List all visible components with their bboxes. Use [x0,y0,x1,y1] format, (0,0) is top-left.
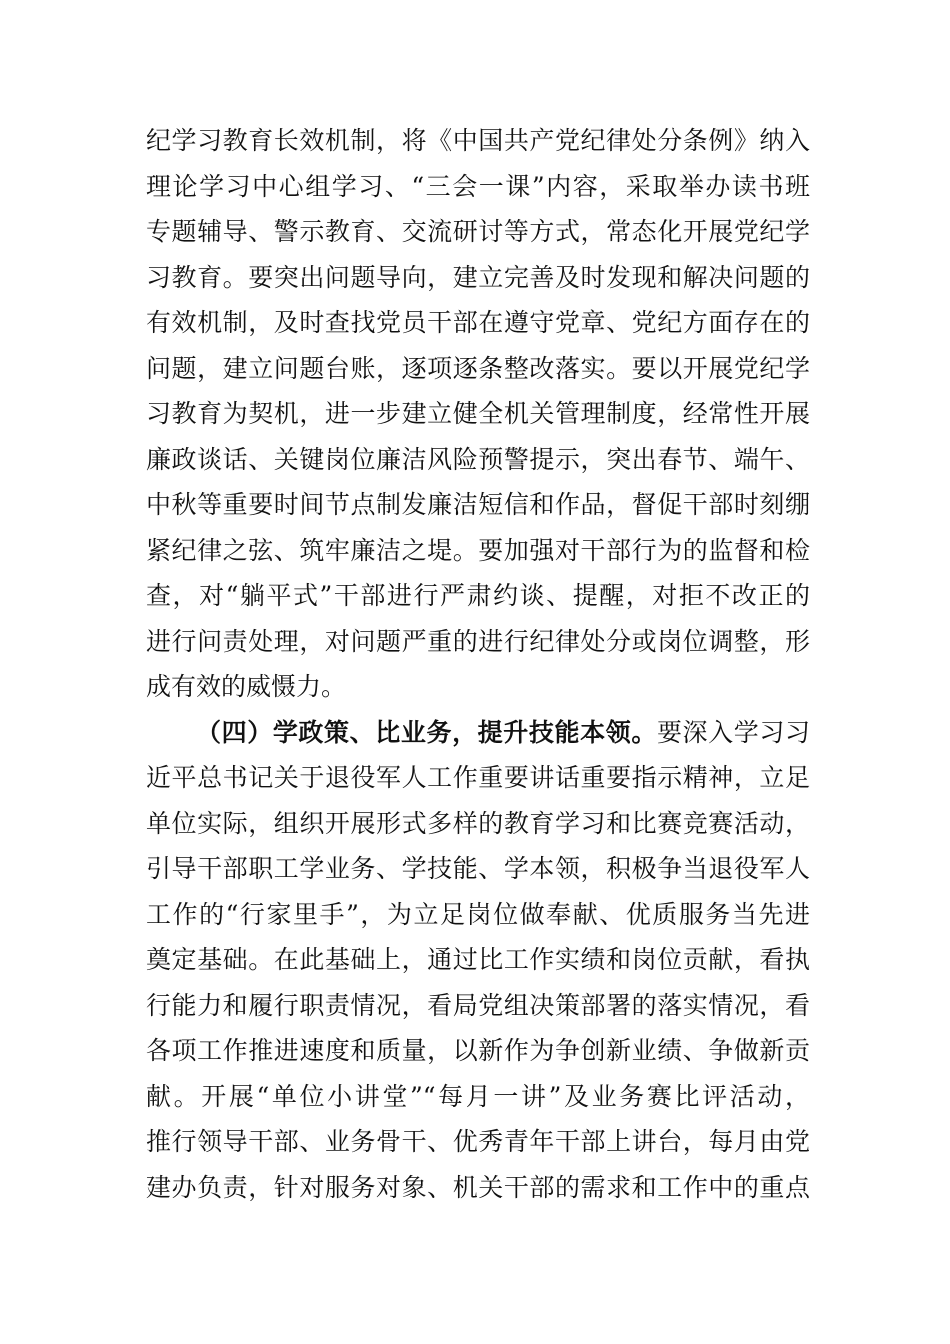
text-line: 习教育。要突出问题导向，建立完善及时发现和解决问题的 [146,262,810,292]
text-line: 近平总书记关于退役军人工作重要讲话重要指示精神，立足 [146,763,810,792]
text-line: 进行问责处理，对问题严重的进行纪律处分或岗位调整，形 [146,626,810,656]
text-line: 纪学习教育长效机制，将《中国共产党纪律处分条例》纳入 [146,126,810,155]
text-line: 奠定基础。在此基础上，通过比工作实绩和岗位贡献，看执 [146,945,810,974]
text-line: 问题，建立问题台账，逐项逐条整改落实。要以开展党纪学 [146,353,810,383]
section-first-line [146,710,810,756]
section-first-line-rest: 要深入学习习 [656,717,810,747]
text-line: 工作的“行家里手”，为立足岗位做奉献、优质服务当先进 [146,899,810,929]
text-line: 习教育为契机，进一步建立健全机关管理制度，经常性开展 [146,399,810,428]
text-line: 紧纪律之弦、筑牢廉洁之堤。要加强对干部行为的监督和检 [146,535,810,565]
text-line: 献。开展“单位小讲堂”“每月一讲”及业务赛比评活动， [146,1081,810,1111]
text-line: 中秋等重要时间节点制发廉洁短信和作品，督促干部时刻绷 [146,490,810,519]
text-line: 专题辅导、警示教育、交流研讨等方式，常态化开展党纪学 [146,217,810,246]
text-line: 理论学习中心组学习、“三会一课”内容，采取举办读书班 [146,171,810,201]
text-line: 有效机制，及时查找党员干部在遵守党章、党纪方面存在的 [146,308,810,337]
text-line: 建办负责，针对服务对象、机关干部的需求和工作中的重点 [146,1172,810,1202]
body-text [146,118,810,1210]
section-heading: （四）学政策、比业务，提升技能本领。 [196,717,657,747]
text-line: 单位实际，组织开展形式多样的教育学习和比赛竞赛活动， [146,808,810,838]
text-line: 各项工作推进速度和质量，以新作为争创新业绩、争做新贡 [146,1036,810,1065]
text-line: 查，对“躺平式”干部进行严肃约谈、提醒，对拒不改正的 [146,581,810,610]
text-line: 引导干部职工学业务、学技能、学本领，积极争当退役军人 [146,854,810,883]
text-line: 推行领导干部、业务骨干、优秀青年干部上讲台，每月由党 [146,1127,810,1156]
text-line: 廉政谈话、关键岗位廉洁风险预警提示，突出春节、端午、 [146,444,810,474]
text-line: 行能力和履行职责情况，看局党组决策部署的落实情况，看 [146,990,810,1020]
text-line: 成有效的威慑力。 [146,672,347,701]
